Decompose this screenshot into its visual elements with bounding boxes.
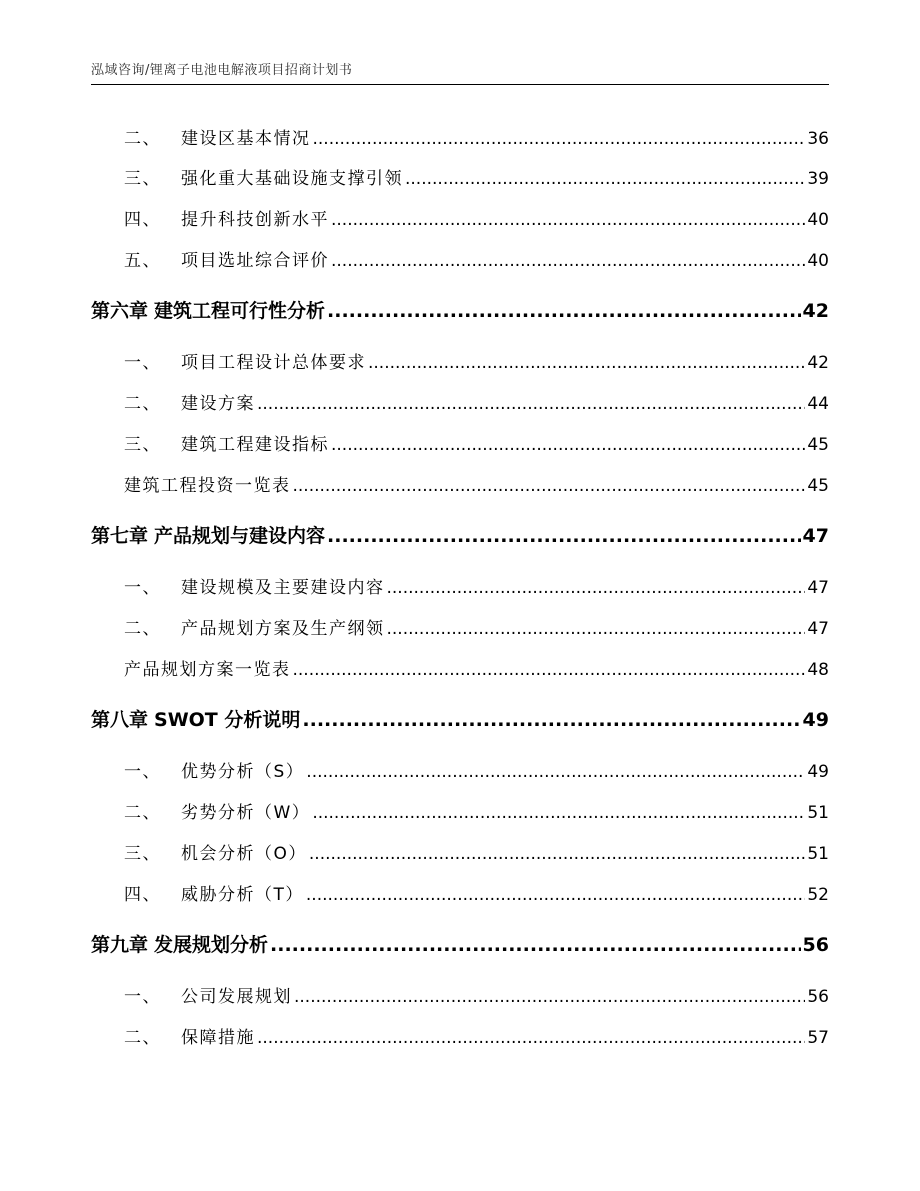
toc-section-entry[interactable] xyxy=(124,880,829,905)
toc-entry-number: 二、 xyxy=(124,1028,161,1048)
toc-section-entry[interactable] xyxy=(124,205,829,230)
toc-entry-title: 建筑工程建设指标 xyxy=(181,435,329,455)
toc-page-number: 47 xyxy=(807,578,829,598)
toc-page-number: 56 xyxy=(807,987,829,1007)
toc-page-number: 52 xyxy=(807,885,829,905)
toc-entry-title: 威胁分析（T） xyxy=(181,885,304,905)
toc-entry-title: 建设方案 xyxy=(181,394,255,414)
toc-entry-title: 保障措施 xyxy=(181,1028,255,1048)
toc-section-entry[interactable] xyxy=(124,124,829,149)
toc-dot-leader xyxy=(309,844,805,864)
toc-page-number: 39 xyxy=(807,169,829,189)
toc-page-number: 45 xyxy=(807,476,829,496)
toc-page-number: 47 xyxy=(802,525,829,547)
toc-chapter-entry[interactable] xyxy=(91,930,829,957)
toc-dot-leader xyxy=(306,762,805,782)
toc-page-number: 44 xyxy=(807,394,829,414)
toc-dot-leader xyxy=(387,619,806,639)
toc-section-entry[interactable] xyxy=(124,389,829,414)
toc-entry-title: 机会分析（O） xyxy=(181,844,307,864)
toc-dot-leader xyxy=(387,578,806,598)
toc-dot-leader xyxy=(368,353,805,373)
toc-entry-number: 第六章 xyxy=(91,300,149,322)
toc-page-number: 47 xyxy=(807,619,829,639)
toc-section-entry[interactable] xyxy=(124,573,829,598)
toc-entry-title: SWOT 分析说明 xyxy=(154,709,301,731)
toc-entry-title: 产品规划方案一览表 xyxy=(124,660,291,680)
toc-page-number: 49 xyxy=(807,762,829,782)
toc-page-number: 51 xyxy=(807,844,829,864)
toc-section-entry[interactable] xyxy=(124,1023,829,1048)
toc-entry-title: 产品规划方案及生产纲领 xyxy=(181,619,385,639)
toc-entry-number: 一、 xyxy=(124,987,161,1007)
toc-dot-leader xyxy=(293,476,806,496)
toc-entry-title: 公司发展规划 xyxy=(181,987,292,1007)
toc-entry-title: 建设规模及主要建设内容 xyxy=(181,578,385,598)
toc-section-entry[interactable] xyxy=(124,164,829,189)
toc-dot-leader xyxy=(405,169,805,189)
toc-entry-title: 项目选址综合评价 xyxy=(181,251,329,271)
toc-page-number: 51 xyxy=(807,803,829,823)
toc-page-number: 56 xyxy=(802,934,829,956)
toc-dot-leader xyxy=(306,885,805,905)
toc-page-number: 49 xyxy=(802,709,829,731)
toc-entry-title: 建设区基本情况 xyxy=(181,129,311,149)
toc-section-entry[interactable] xyxy=(124,430,829,455)
toc-section-entry[interactable] xyxy=(124,839,829,864)
toc-page-number: 42 xyxy=(802,300,829,322)
toc-page-number: 48 xyxy=(807,660,829,680)
toc-entry-number: 二、 xyxy=(124,803,161,823)
toc-entry-title: 优势分析（S） xyxy=(181,762,305,782)
table-of-contents xyxy=(91,0,829,1191)
running-header: 泓域咨询/锂离子电池电解液项目招商计划书 xyxy=(91,63,353,78)
toc-section-entry[interactable] xyxy=(124,982,829,1007)
toc-dot-leader xyxy=(293,660,806,680)
toc-dot-leader xyxy=(257,1028,805,1048)
toc-entry-number: 第七章 xyxy=(91,525,149,547)
toc-entry-title: 发展规划分析 xyxy=(154,934,269,956)
toc-section-entry[interactable] xyxy=(124,655,829,680)
toc-entry-number: 三、 xyxy=(124,169,161,189)
toc-dot-leader xyxy=(270,934,801,956)
toc-entry-title: 强化重大基础设施支撑引领 xyxy=(181,169,403,189)
toc-entry-number: 三、 xyxy=(124,844,161,864)
toc-section-entry[interactable] xyxy=(124,614,829,639)
toc-entry-number: 一、 xyxy=(124,353,161,373)
toc-entry-title: 劣势分析（W） xyxy=(181,803,311,823)
toc-entry-title: 项目工程设计总体要求 xyxy=(181,353,366,373)
toc-entry-title: 产品规划与建设内容 xyxy=(154,525,326,547)
toc-chapter-entry[interactable] xyxy=(91,705,829,732)
toc-dot-leader xyxy=(331,251,805,271)
toc-dot-leader xyxy=(294,987,805,1007)
toc-page-number: 40 xyxy=(807,210,829,230)
toc-section-entry[interactable] xyxy=(124,757,829,782)
toc-entry-title: 建筑工程可行性分析 xyxy=(154,300,326,322)
toc-dot-leader xyxy=(331,435,805,455)
toc-entry-number: 二、 xyxy=(124,394,161,414)
toc-page-number: 36 xyxy=(807,129,829,149)
toc-dot-leader xyxy=(327,300,801,322)
toc-dot-leader xyxy=(331,210,805,230)
toc-chapter-entry[interactable] xyxy=(91,296,829,323)
toc-section-entry[interactable] xyxy=(124,246,829,271)
toc-dot-leader xyxy=(313,129,806,149)
toc-entry-number: 二、 xyxy=(124,129,161,149)
toc-entry-title: 提升科技创新水平 xyxy=(181,210,329,230)
toc-dot-leader xyxy=(257,394,805,414)
toc-page-number: 40 xyxy=(807,251,829,271)
toc-entry-number: 一、 xyxy=(124,578,161,598)
toc-entry-number: 五、 xyxy=(124,251,161,271)
toc-section-entry[interactable] xyxy=(124,471,829,496)
toc-section-entry[interactable] xyxy=(124,348,829,373)
toc-entry-number: 一、 xyxy=(124,762,161,782)
toc-entry-number: 四、 xyxy=(124,210,161,230)
toc-entry-title: 建筑工程投资一览表 xyxy=(124,476,291,496)
toc-dot-leader xyxy=(302,709,800,731)
toc-entry-number: 第九章 xyxy=(91,934,149,956)
toc-dot-leader xyxy=(327,525,801,547)
toc-entry-number: 四、 xyxy=(124,885,161,905)
toc-dot-leader xyxy=(312,803,805,823)
toc-page-number: 42 xyxy=(807,353,829,373)
toc-section-entry[interactable] xyxy=(124,798,829,823)
toc-entry-number: 二、 xyxy=(124,619,161,639)
toc-chapter-entry[interactable] xyxy=(91,521,829,548)
toc-page-number: 45 xyxy=(807,435,829,455)
toc-entry-number: 第八章 xyxy=(91,709,149,731)
toc-entry-number: 三、 xyxy=(124,435,161,455)
toc-page-number: 57 xyxy=(807,1028,829,1048)
